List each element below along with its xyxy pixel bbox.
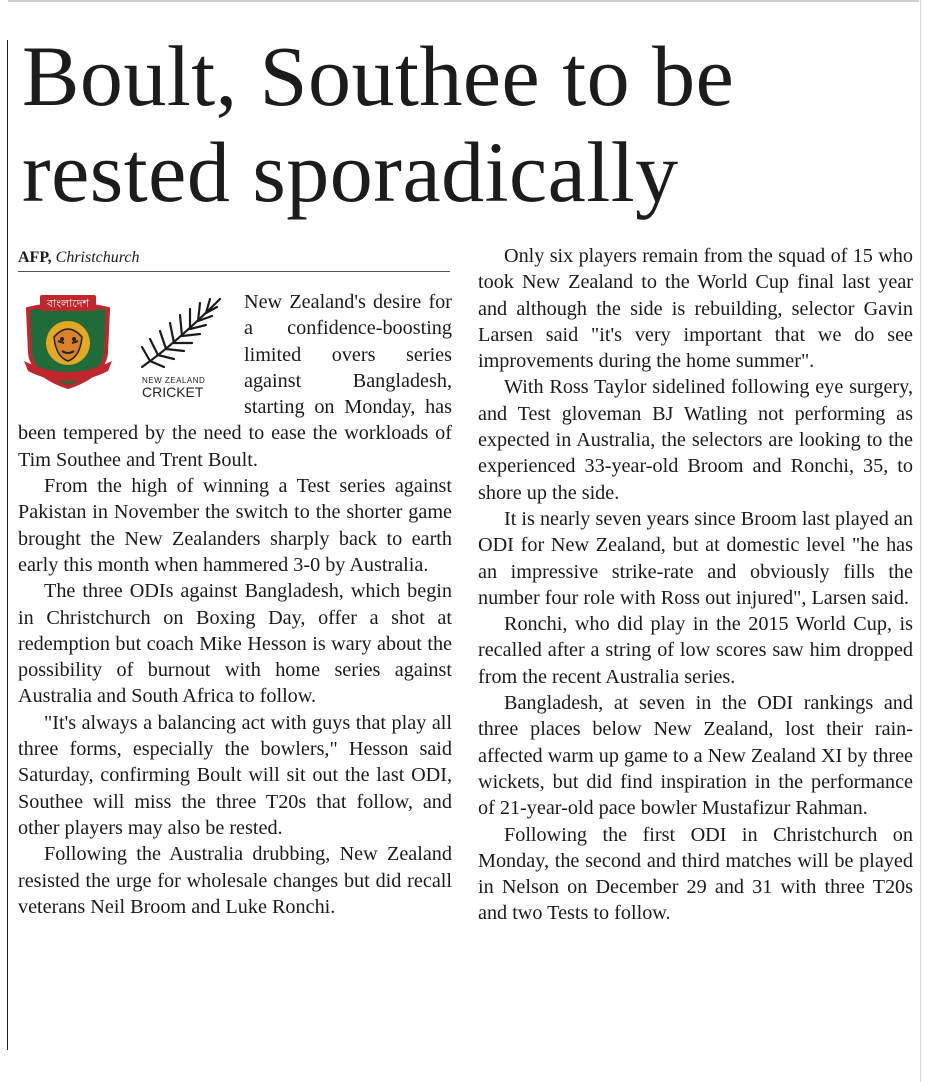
- article-left-column: [18, 289, 452, 920]
- nzc-logo-small-text: NEW ZEALAND: [142, 376, 206, 385]
- byline-agency: AFP,: [18, 249, 52, 266]
- left-paragraph-4: "It's always a balancing act with guys that play all three forms, especially the bowlers," Hesson said Saturday, confirming Boult will sit out the last ODI, Southee will miss the three T20s that follow, and other players may also be rested.: [18, 711, 452, 839]
- page-left-rule: [7, 40, 8, 1050]
- nzc-logo-big-text: CRICKET: [142, 384, 204, 400]
- new-zealand-cricket-logo: [128, 289, 228, 401]
- left-paragraph-5: Following the Australia drubbing, New Zealand resisted the urge for wholesale changes but did recall veterans Neil Broom and Luke Ronchi.: [18, 843, 452, 918]
- page-right-edge: [920, 0, 921, 1082]
- byline-dateline: Christchurch: [55, 249, 140, 266]
- headline: Boult, Southee to be rested sporadically: [22, 28, 735, 220]
- right-paragraph-5: Bangladesh, at seven in the ODI rankings and three places below New Zealand, lost their rain-affected warm up game to a New Zealand XI by three wickets, but did find inspiration in the performance of 21-year-old pace bowler Mustafizur Rahman.: [478, 692, 913, 820]
- team-logos: [18, 289, 232, 405]
- bcb-logo-text: বাংলাদেশ: [46, 297, 90, 310]
- right-paragraph-6: Following the first ODI in Christchurch on Monday, the second and third matches will be played in Nelson on December 29 and 31 with three T20s and two Tests to follow.: [478, 823, 913, 925]
- right-paragraph-4: Ronchi, who did play in the 2015 World Cup, is recalled after a string of low scores saw him dropped from the recent Australia series.: [478, 613, 913, 688]
- byline: [18, 247, 450, 272]
- right-paragraph-2: With Ross Taylor sidelined following eye surgery, and Test gloveman BJ Watling not performing as expected in Australia, the selectors are looking to the experienced 33-year-old Broom and Ronchi, 35, to shore up the side.: [478, 376, 913, 504]
- left-paragraph-3: The three ODIs against Bangladesh, which begin in Christchurch on Boxing Day, offer a shot at redemption but coach Mike Hesson is wary about the possibility of burnout with home series against Australia and South Africa to follow.: [18, 580, 452, 708]
- left-paragraph-1: New Zealand's desire for a confidence-boosting limited overs series against Bangladesh, starting on Monday, has been tempered by the need to ease the workloads of Tim Southee and Trent Boult.: [18, 291, 452, 471]
- article-right-column: [478, 243, 913, 927]
- page-top-rule: [8, 0, 919, 2]
- bangladesh-cricket-board-logo: [18, 291, 118, 391]
- right-paragraph-3: It is nearly seven years since Broom last played an ODI for New Zealand, but at domestic level "he has an impressive strike-rate and obviously fills the number four role with Ross out injured", Larsen said.: [478, 507, 913, 609]
- left-paragraph-2: From the high of winning a Test series against Pakistan in November the switch to the shorter game brought the New Zealanders sharply back to earth early this month when hammered 3-0 by Australia.: [18, 475, 452, 576]
- right-paragraph-1: Only six players remain from the squad of 15 who took New Zealand to the World Cup final last year and although the side is rebuilding, selector Gavin Larsen said "it's very important that we do see improvements during the home summer".: [478, 245, 913, 373]
